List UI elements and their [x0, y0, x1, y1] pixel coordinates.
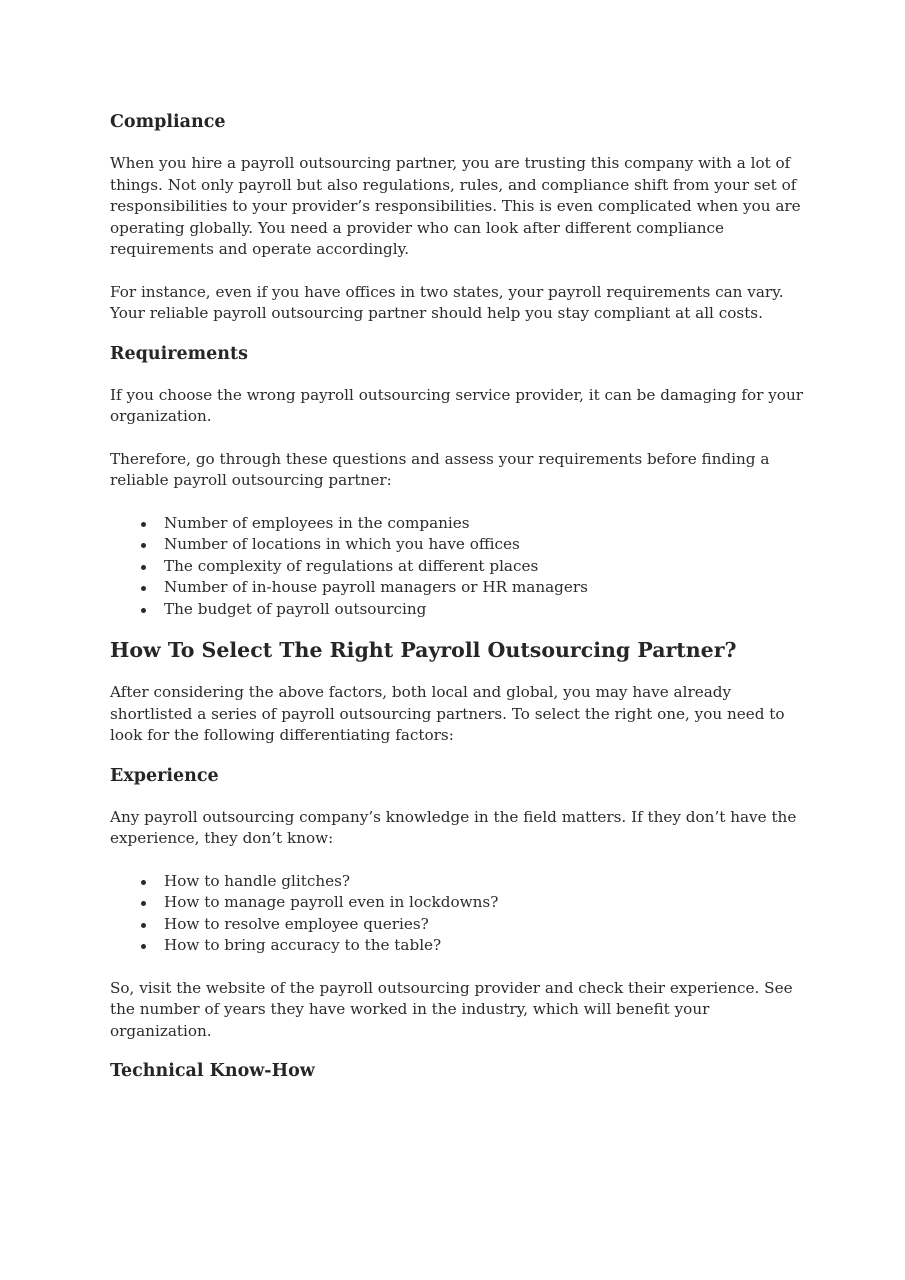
list-item: Number of locations in which you have offices: [110, 534, 810, 556]
select-paragraph-1: After considering the above factors, both local and global, you may have already shortlisted a series of payroll outsourcing partners. To select the right one, you need to look for the following differentiating factors:: [110, 683, 785, 744]
requirements-paragraph-1: If you choose the wrong payroll outsourcing service provider, it can be damaging for your organization.: [110, 385, 803, 425]
list-item: The complexity of regulations at different places: [110, 556, 810, 578]
requirements-list: [110, 513, 810, 621]
experience-paragraph-1: Any payroll outsourcing company’s knowledge in the field matters. If they don’t have the experience, they don’t know:: [110, 807, 797, 847]
experience-list: [110, 871, 810, 957]
heading-requirements: Requirements: [110, 343, 248, 364]
list-item: How to bring accuracy to the table?: [110, 935, 810, 957]
list-item: How to resolve employee queries?: [110, 914, 810, 936]
document-page: [110, 107, 810, 1086]
list-item: How to manage payroll even in lockdowns?: [110, 892, 810, 914]
compliance-paragraph-1: When you hire a payroll outsourcing partner, you are trusting this company with a lot of things. Not only payroll but also regulations, rules, and compliance shift from your set of responsibilities to your provider’s responsibilities. This is even complicated when you are operating globally. You need a provider who can look after different compliance requirements and operate accordingly.: [110, 154, 801, 258]
list-item: The budget of payroll outsourcing: [110, 599, 810, 621]
experience-paragraph-2: So, visit the website of the payroll outsourcing provider and check their experience. See the number of years they have worked in the industry, which will benefit your organization.: [110, 978, 793, 1040]
compliance-paragraph-2: For instance, even if you have offices in two states, your payroll requirements can vary. Your reliable payroll outsourcing partner should help you stay compliant at all costs.: [110, 282, 784, 322]
list-item: How to handle glitches?: [110, 871, 810, 893]
heading-technical-know-how: Technical Know-How: [110, 1061, 315, 1081]
heading-experience: Experience: [110, 765, 219, 786]
heading-compliance: Compliance: [110, 112, 226, 132]
list-item: Number of employees in the companies: [110, 513, 810, 535]
heading-select-partner: How To Select The Right Payroll Outsourcing Partner?: [110, 638, 737, 662]
requirements-paragraph-2: Therefore, go through these questions and assess your requirements before finding a reliable payroll outsourcing partner:: [110, 449, 770, 489]
list-item: Number of in-house payroll managers or HR managers: [110, 577, 810, 599]
